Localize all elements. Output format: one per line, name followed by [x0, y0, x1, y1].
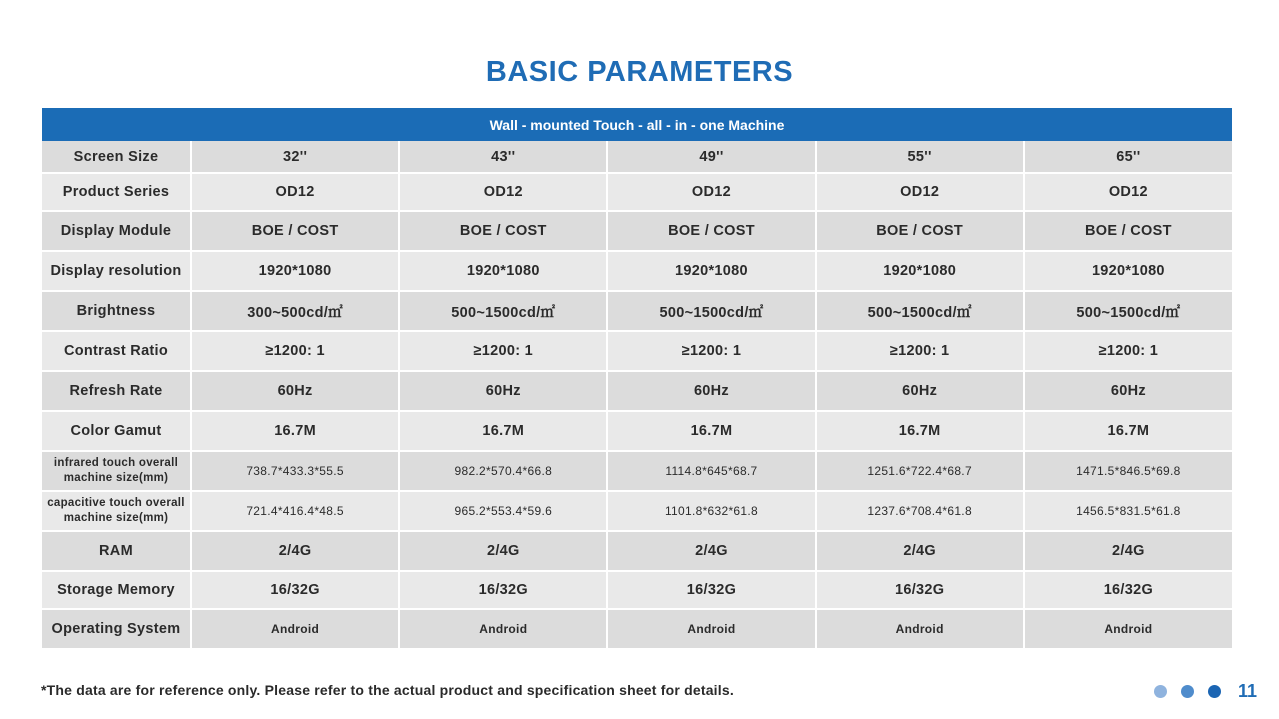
- cell: 2/4G: [1024, 531, 1232, 571]
- cell: 1456.5*831.5*61.8: [1024, 491, 1232, 531]
- cell: 16/32G: [816, 571, 1024, 609]
- cell: 1920*1080: [607, 251, 815, 291]
- cell: OD12: [607, 173, 815, 211]
- row-label: Storage Memory: [42, 571, 191, 609]
- cell: Android: [399, 609, 607, 649]
- cell: 1114.8*645*68.7: [607, 451, 815, 491]
- cell: 43'': [399, 141, 607, 173]
- row-label: Screen Size: [42, 141, 191, 173]
- cell: 738.7*433.3*55.5: [191, 451, 399, 491]
- table-row: [42, 491, 1232, 531]
- cell: OD12: [191, 173, 399, 211]
- cell: 2/4G: [191, 531, 399, 571]
- cell: ≥1200: 1: [191, 331, 399, 371]
- cell: ≥1200: 1: [399, 331, 607, 371]
- page-title: BASIC PARAMETERS: [485, 56, 794, 88]
- row-label: Brightness: [42, 291, 191, 331]
- row-label: Contrast Ratio: [42, 331, 191, 371]
- cell: 1920*1080: [191, 251, 399, 291]
- cell: 1251.6*722.4*68.7: [816, 451, 1024, 491]
- table-row: [42, 331, 1232, 371]
- cell: 60Hz: [1024, 371, 1232, 411]
- row-label: Refresh Rate: [42, 371, 191, 411]
- cell: Android: [1024, 609, 1232, 649]
- table-row: [42, 411, 1232, 451]
- cell: 500~1500cd/㎡: [816, 291, 1024, 331]
- cell: 16.7M: [607, 411, 815, 451]
- cell: 2/4G: [399, 531, 607, 571]
- cell: 55'': [816, 141, 1024, 173]
- cell: 60Hz: [816, 371, 1024, 411]
- cell: 16/32G: [399, 571, 607, 609]
- cell: 1920*1080: [816, 251, 1024, 291]
- page-number: 11: [1238, 681, 1258, 701]
- cell: 1237.6*708.4*61.8: [816, 491, 1024, 531]
- cell: 16.7M: [191, 411, 399, 451]
- cell: OD12: [399, 173, 607, 211]
- pagination-dots: [1154, 685, 1221, 698]
- table-banner: Wall - mounted Touch - all - in - one Machine: [42, 108, 1232, 141]
- cell: 2/4G: [607, 531, 815, 571]
- cell: 60Hz: [607, 371, 815, 411]
- cell: BOE / COST: [191, 211, 399, 251]
- cell: BOE / COST: [399, 211, 607, 251]
- cell: 500~1500cd/㎡: [399, 291, 607, 331]
- cell: 965.2*553.4*59.6: [399, 491, 607, 531]
- cell: ≥1200: 1: [1024, 331, 1232, 371]
- table-row: [42, 141, 1232, 173]
- row-label: RAM: [42, 531, 191, 571]
- row-label: Color Gamut: [42, 411, 191, 451]
- cell: 1101.8*632*61.8: [607, 491, 815, 531]
- cell: 65'': [1024, 141, 1232, 173]
- cell: BOE / COST: [1024, 211, 1232, 251]
- pagination-dot-mid: [1181, 685, 1194, 698]
- table-row: [42, 571, 1232, 609]
- table-row: [42, 173, 1232, 211]
- row-label: Product Series: [42, 173, 191, 211]
- cell: 60Hz: [191, 371, 399, 411]
- cell: Android: [607, 609, 815, 649]
- table-row: [42, 291, 1232, 331]
- cell: 16/32G: [1024, 571, 1232, 609]
- cell: ≥1200: 1: [816, 331, 1024, 371]
- cell: 500~1500cd/㎡: [607, 291, 815, 331]
- table-row: [42, 451, 1232, 491]
- row-label: capacitive touch overall machine size(mm): [42, 491, 191, 531]
- table-row: [42, 609, 1232, 649]
- table-row: [42, 371, 1232, 411]
- cell: 16/32G: [607, 571, 815, 609]
- cell: 32'': [191, 141, 399, 173]
- cell: 49'': [607, 141, 815, 173]
- cell: BOE / COST: [816, 211, 1024, 251]
- row-label: Display Module: [42, 211, 191, 251]
- cell: 721.4*416.4*48.5: [191, 491, 399, 531]
- pagination-dot-light: [1154, 685, 1167, 698]
- cell: 500~1500cd/㎡: [1024, 291, 1232, 331]
- cell: 1471.5*846.5*69.8: [1024, 451, 1232, 491]
- cell: OD12: [1024, 173, 1232, 211]
- cell: Android: [816, 609, 1024, 649]
- cell: 16.7M: [399, 411, 607, 451]
- cell: BOE / COST: [607, 211, 815, 251]
- table-row: [42, 211, 1232, 251]
- footnote: *The data are for reference only. Please refer to the actual product and specification sheet for details.: [41, 682, 734, 698]
- row-label: Display resolution: [42, 251, 191, 291]
- cell: 60Hz: [399, 371, 607, 411]
- row-label: Operating System: [42, 609, 191, 649]
- spec-table: [42, 108, 1232, 650]
- cell: ≥1200: 1: [607, 331, 815, 371]
- cell: 16/32G: [191, 571, 399, 609]
- cell: 1920*1080: [1024, 251, 1232, 291]
- cell: OD12: [816, 173, 1024, 211]
- cell: 300~500cd/㎡: [191, 291, 399, 331]
- cell: 982.2*570.4*66.8: [399, 451, 607, 491]
- cell: 16.7M: [816, 411, 1024, 451]
- table-row: [42, 531, 1232, 571]
- table-row: [42, 251, 1232, 291]
- cell: Android: [191, 609, 399, 649]
- row-label: infrared touch overall machine size(mm): [42, 451, 191, 491]
- pagination-dot-dark: [1208, 685, 1221, 698]
- cell: 1920*1080: [399, 251, 607, 291]
- cell: 2/4G: [816, 531, 1024, 571]
- cell: 16.7M: [1024, 411, 1232, 451]
